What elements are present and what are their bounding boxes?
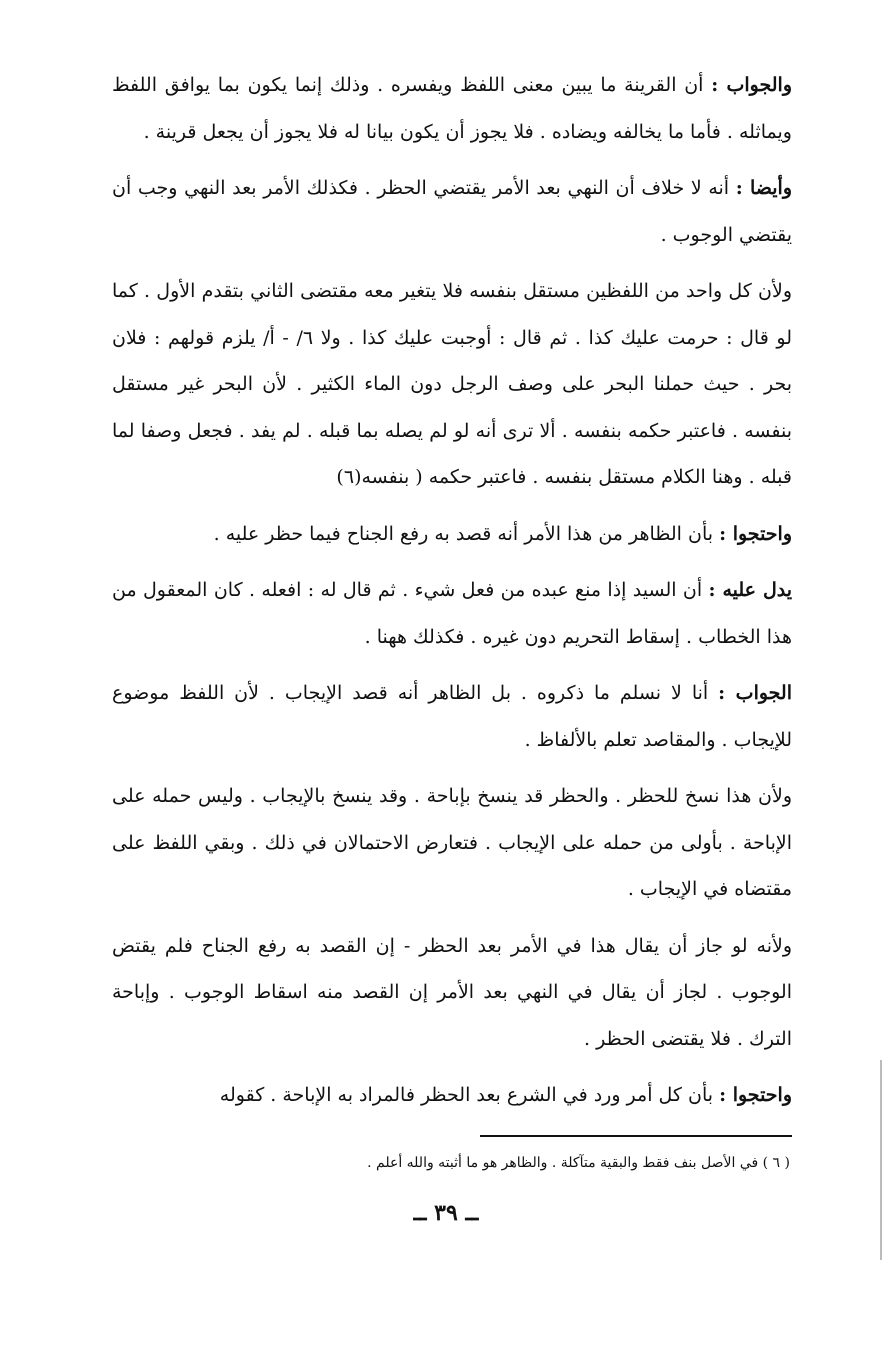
paragraph-4 — [112, 511, 792, 558]
paragraph-7 — [112, 773, 792, 913]
paragraph-text: ولأن كل واحد من اللفظين مستقل بنفسه فلا يتغير معه مقتضى الثاني بتقدم الأول . كما لو قال : حرمت عليك كذا . ثم قال : أوجبت عليك كذا . ولا ٦/ - أ/ يلزم قولهم : فلان بحر . حيث حملنا البحر على وصف الرجل دون الماء الكثير . لأن البحر غير مستقل بنفسه . فاعتبر حكمه بنفسه . ألا ترى أنه لو لم يصله بما قبله . لم يفد . فجعل وصفا لما قبله . وهنا الكلام مستقل بنفسه . فاعتبر حكمه ( بنفسه(٦) — [112, 280, 792, 488]
paragraph-lead: الجواب : — [718, 682, 792, 704]
paragraph-2 — [112, 165, 792, 258]
paragraph-lead: يدل عليه : — [708, 579, 793, 601]
page-number: ــ ٣٩ ــ — [413, 1200, 479, 1226]
paragraph-text: بأن الظاهر من هذا الأمر أنه قصد به رفع الجناح فيما حظر عليه . — [213, 522, 720, 545]
paragraph-1 — [112, 62, 792, 155]
scan-edge-mark — [880, 1060, 882, 1260]
paragraph-text: أن السيد إذا منع عبده من فعل شيء . ثم قال له : افعله . كان المعقول من هذا الخطاب . إسقاط التحريم دون غيره . فكذلك ههنا . — [112, 579, 792, 648]
page-body — [112, 60, 792, 1129]
paragraph-text: أنا لا نسلم ما ذكروه . بل الظاهر أنه قصد الإيجاب . لأن اللفظ موضوع للإيجاب . والمقاصد تعلم بالألفاظ . — [112, 682, 792, 751]
footnote: ( ٦ ) في الأصل بنف فقط والبقية متآكلة . والظاهر هو ما أثبته والله أعلم . — [367, 1155, 790, 1171]
paragraph-lead: وأيضا : — [735, 177, 792, 199]
footnote-separator — [480, 1135, 792, 1137]
paragraph-8 — [112, 923, 792, 1063]
paragraph-text: ولأن هذا نسخ للحظر . والحظر قد ينسخ بإباحة . وقد ينسخ بالإيجاب . وليس حمله على الإباحة . بأولى من حمله على الإيجاب . فتعارض الاحتمالان في ذلك . وبقي اللفظ على مقتضاه في الإيجاب . — [112, 785, 792, 900]
paragraph-text: أن القرينة ما يبين معنى اللفظ ويفسره . وذلك إنما يكون بما يوافق اللفظ ويماثله . فأما ما يخالفه ويضاده . فلا يجوز أن يكون بيانا له فلا يجوز أن يجعل قرينة . — [112, 74, 792, 143]
paragraph-3 — [112, 268, 792, 501]
paragraph-lead: والجواب : — [711, 74, 792, 96]
paragraph-lead: واحتجوا : — [719, 1084, 792, 1106]
paragraph-text: بأن كل أمر ورد في الشرع بعد الحظر فالمراد به الإباحة . كقوله — [219, 1084, 720, 1106]
paragraph-text: أنه لا خلاف أن النهي بعد الأمر يقتضي الحظر . فكذلك الأمر بعد النهي وجب أن يقتضي الوجوب . — [112, 177, 792, 246]
paragraph-5 — [112, 567, 792, 660]
paragraph-lead: واحتجوا : — [719, 522, 792, 545]
paragraph-text: ولأنه لو جاز أن يقال هذا في الأمر بعد الحظر - إن القصد به رفع الجناح فلم يقتض الوجوب . لجاز أن يقال في النهي بعد الأمر إن القصد منه اسقاط الوجوب . وإباحة الترك . فلا يقتضى الحظر . — [112, 934, 792, 1050]
paragraph-6 — [112, 670, 792, 763]
paragraph-9 — [112, 1072, 792, 1119]
